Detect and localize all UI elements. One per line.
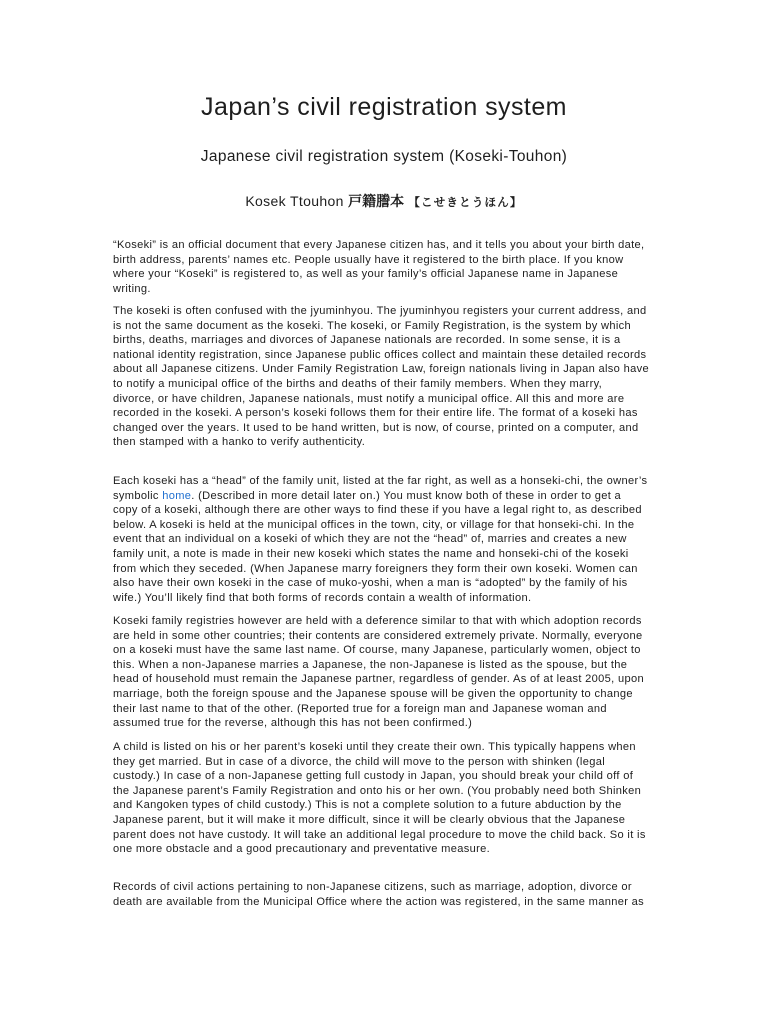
text-line: from which they seceded. (When Japanese marry foreigners they form their own koseki. Women can xyxy=(113,562,638,575)
text-line: custody.) In case of a non-Japanese getting full custody in Japan, you should break your child off of xyxy=(113,770,634,783)
text-line: changed over the years. It used to be hand written, but is now, of course, printed on a computer, and xyxy=(113,421,639,434)
kanji-heading-kana: 【こせきとうほん】 xyxy=(408,197,523,209)
text-line: one more obstacle and a good precautionary and preventative measure. xyxy=(113,843,491,856)
paragraph-head-of-family xyxy=(113,474,655,605)
page-subtitle: Japanese civil registration system (Koseki-Touhon) xyxy=(200,148,568,165)
text-line: where your “Koseki” is registered to, as well as your family’s official Japanese name in Japanese xyxy=(113,268,619,281)
paragraph-civil-records xyxy=(113,880,655,909)
text-line: death are available from the Municipal Office where the action was registered, in the same manner as xyxy=(113,895,645,908)
text-line: writing. xyxy=(113,282,151,295)
text-line: then stamped with a hanko to verify authenticity. xyxy=(113,436,366,449)
text-line: A child is listed on his or her parent’s koseki until they create their own. This typically happens when xyxy=(113,741,636,753)
text-line: to notify a municipal office of the births and deaths of their family members. When they marry, xyxy=(113,377,603,390)
paragraph-intro xyxy=(113,238,655,296)
kanji-heading-kanji: 戸籍謄本 xyxy=(348,193,405,209)
text-line: recorded in the koseki. A person’s koseki follows them for their entire life. The format of a koseki has xyxy=(113,407,638,420)
text-line: national identity registration, since Japanese public offices collect and maintain these detailed records xyxy=(113,348,647,361)
text-line: Each koseki has a “head” of the family unit, listed at the far right, as well as a honseki-chi, the owner’s xyxy=(113,475,648,487)
paragraph-privacy xyxy=(113,614,655,731)
text-line: event that an individual on a koseki of which they are not the “head” of, marries and creates a new xyxy=(113,533,627,546)
text-line: is not the same document as the koseki. The koseki, or Family Registration, is the system by which xyxy=(113,319,631,332)
paragraph-jyuminhyou xyxy=(113,304,655,450)
link-prefix: symbolic xyxy=(113,489,163,502)
text-line: this. When a non-Japanese marries a Japanese, the non-Japanese is listed as the spouse, but the xyxy=(113,658,628,671)
text-line: on a koseki must have the same last name. Of course, many Japanese, particularly women, object to xyxy=(113,644,641,657)
kanji-heading-latin: Kosek Ttouhon xyxy=(245,193,344,209)
text-line: Records of civil actions pertaining to non-Japanese citizens, such as marriage, adoption, divorce or xyxy=(113,881,632,893)
text-line: the Japanese parent’s Family Registration and onto his or her own. (You probably need both Shinken xyxy=(113,784,642,797)
home-link[interactable]: home xyxy=(162,489,192,502)
text-line: “Koseki” is an official document that every Japanese citizen has, and it tells you about your birth date, xyxy=(113,239,645,251)
text-line: assumed true for the reverse, although this has not been confirmed.) xyxy=(113,717,473,730)
text-line: The koseki is often confused with the jyuminhyou. The jyuminhyou registers your current address, and xyxy=(113,305,647,317)
text-line: family unit, a note is made in their new koseki which states the name and honseki-chi of the koseki xyxy=(113,547,629,560)
text-line: also have their own koseki in the case of muko-yoshi, when a man is “adopted” by the family of his xyxy=(113,577,628,590)
paragraph-child-custody xyxy=(113,740,655,857)
text-line: about all Japanese citizens. Under Family Registration Law, foreign nationals living in Japan also have xyxy=(113,363,649,376)
text-line: divorce, or have children, Japanese nationals, must notify a municipal office. All this and more are xyxy=(113,392,625,405)
text-line: copy of a koseki, although there are other ways to find these if you have a legal right to, as described xyxy=(113,504,642,517)
text-line: wife.) You’ll likely find that both forms of records contain a wealth of information. xyxy=(113,591,532,604)
text-line: births, deaths, marriages and divorces of Japanese nationals are recorded. In some sense, it is a xyxy=(113,334,621,347)
text-line: Koseki family registries however are held with a deference similar to that with which adoption records xyxy=(113,615,642,627)
text-line: parent does not have custody. It will take an additional legal procedure to move the child back. So it is xyxy=(113,828,646,841)
text-line: marriage, both the foreign spouse and the Japanese spouse will be given the opportunity to change xyxy=(113,687,633,700)
text-line: their last name to that of the other. (Reported true for a foreign man and Japanese woman and xyxy=(113,702,607,715)
kanji-heading xyxy=(0,190,768,214)
text-line: Japanese parent, but it will make it more difficult, since it will be clearly obvious that the Japanese xyxy=(113,813,626,826)
text-line-with-link xyxy=(113,489,655,504)
text-line: head of household must remain the Japanese partner, regardless of gender. As of at least 2005, upon xyxy=(113,673,644,686)
text-line: below. A koseki is held at the municipal offices in the town, city, or village for that honseki-chi. In the xyxy=(113,518,635,531)
text-line: are held in some other countries; their contents are considered extremely private. Normally, everyone xyxy=(113,629,643,642)
text-line: and Kangoken types of child custody.) This is not a complete solution to a future abduction by the xyxy=(113,799,622,812)
text-line: they get married. But in case of a divorce, the child will move to the person with shinken (legal xyxy=(113,755,606,768)
text-line: birth address, parents’ names etc. People usually have it registered to the birth place. If you know xyxy=(113,253,624,266)
page-title: Japan’s civil registration system xyxy=(201,93,567,121)
link-suffix: . (Described in more detail later on.) You must know both of these in order to get a xyxy=(191,489,622,502)
